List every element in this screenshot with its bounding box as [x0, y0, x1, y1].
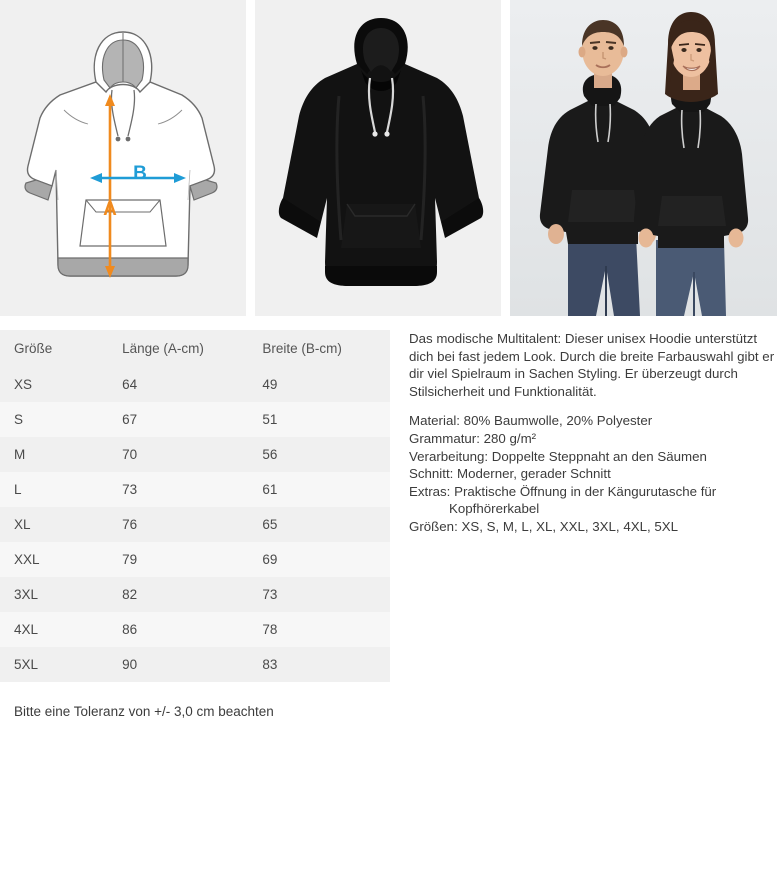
measure-a-label: A	[103, 199, 117, 220]
cell-size: M	[0, 437, 108, 472]
table-row	[0, 612, 390, 647]
spec-extras-continued: Kopfhörerkabel	[449, 501, 540, 517]
cell-length: 79	[108, 542, 248, 577]
product-description	[390, 330, 777, 719]
cell-size: XXL	[0, 542, 108, 577]
size-table	[0, 330, 390, 682]
cell-size: 5XL	[0, 647, 108, 682]
column-header-length: Länge (A-cm)	[108, 330, 248, 367]
cell-length: 90	[108, 647, 248, 682]
cell-width: 78	[248, 612, 390, 647]
cell-size: L	[0, 472, 108, 507]
table-row	[0, 402, 390, 437]
spec-extras: Extras: Praktische Öffnung in der Kängurutasche für	[409, 483, 717, 499]
cell-width: 56	[248, 437, 390, 472]
models-wearing-hoodies-image	[510, 0, 777, 316]
table-row	[0, 542, 390, 577]
spec-processing: Verarbeitung: Doppelte Steppnaht an den Säumen	[409, 448, 707, 464]
description-intro: Das modische Multitalent: Dieser unisex Hoodie unterstützt dich bei fast jedem Look. Durch die breite Farbauswahl gibt er dir viel Spielraum in Sachen Styling. Er überzeugt durch Stilsicherheit und Funktionalität.	[409, 331, 775, 399]
cell-length: 73	[108, 472, 248, 507]
column-header-width: Breite (B-cm)	[248, 330, 390, 367]
cell-size: XS	[0, 367, 108, 402]
cell-width: 51	[248, 402, 390, 437]
cell-width: 69	[248, 542, 390, 577]
table-row	[0, 472, 390, 507]
size-table-wrapper	[0, 330, 390, 719]
cell-length: 70	[108, 437, 248, 472]
spec-sizes: Größen: XS, S, M, L, XL, XXL, 3XL, 4XL, 5XL	[409, 518, 679, 534]
cell-size: S	[0, 402, 108, 437]
spec-material: Material: 80% Baumwolle, 20% Polyester	[409, 413, 653, 429]
spec-cut: Schnitt: Moderner, gerader Schnitt	[409, 466, 611, 482]
table-header-row	[0, 330, 390, 367]
cell-width: 83	[248, 647, 390, 682]
cell-size: XL	[0, 507, 108, 542]
column-header-size: Größe	[0, 330, 108, 367]
table-row	[0, 507, 390, 542]
table-row	[0, 647, 390, 682]
spec-weight: Grammatur: 280 g/m²	[409, 430, 537, 446]
cell-length: 67	[108, 402, 248, 437]
measure-b-label: B	[133, 163, 147, 184]
product-image-gallery	[0, 0, 777, 316]
table-row	[0, 367, 390, 402]
table-row	[0, 437, 390, 472]
cell-size: 3XL	[0, 577, 108, 612]
cell-width: 73	[248, 577, 390, 612]
models-photo-cell	[510, 0, 777, 316]
technical-drawing-hoodie-icon	[0, 0, 246, 316]
cell-width: 61	[248, 472, 390, 507]
table-row	[0, 577, 390, 612]
tolerance-note: Bitte eine Toleranz von +/- 3,0 cm beachten	[14, 704, 274, 719]
cell-length: 76	[108, 507, 248, 542]
details-section	[0, 330, 777, 719]
black-hoodie-image	[255, 0, 501, 316]
description-specs	[409, 412, 777, 535]
cell-length: 64	[108, 367, 248, 402]
cell-length: 86	[108, 612, 248, 647]
cell-size: 4XL	[0, 612, 108, 647]
cell-length: 82	[108, 577, 248, 612]
product-photo-cell	[255, 0, 501, 316]
cell-width: 49	[248, 367, 390, 402]
cell-width: 65	[248, 507, 390, 542]
technical-drawing-cell	[0, 0, 246, 316]
